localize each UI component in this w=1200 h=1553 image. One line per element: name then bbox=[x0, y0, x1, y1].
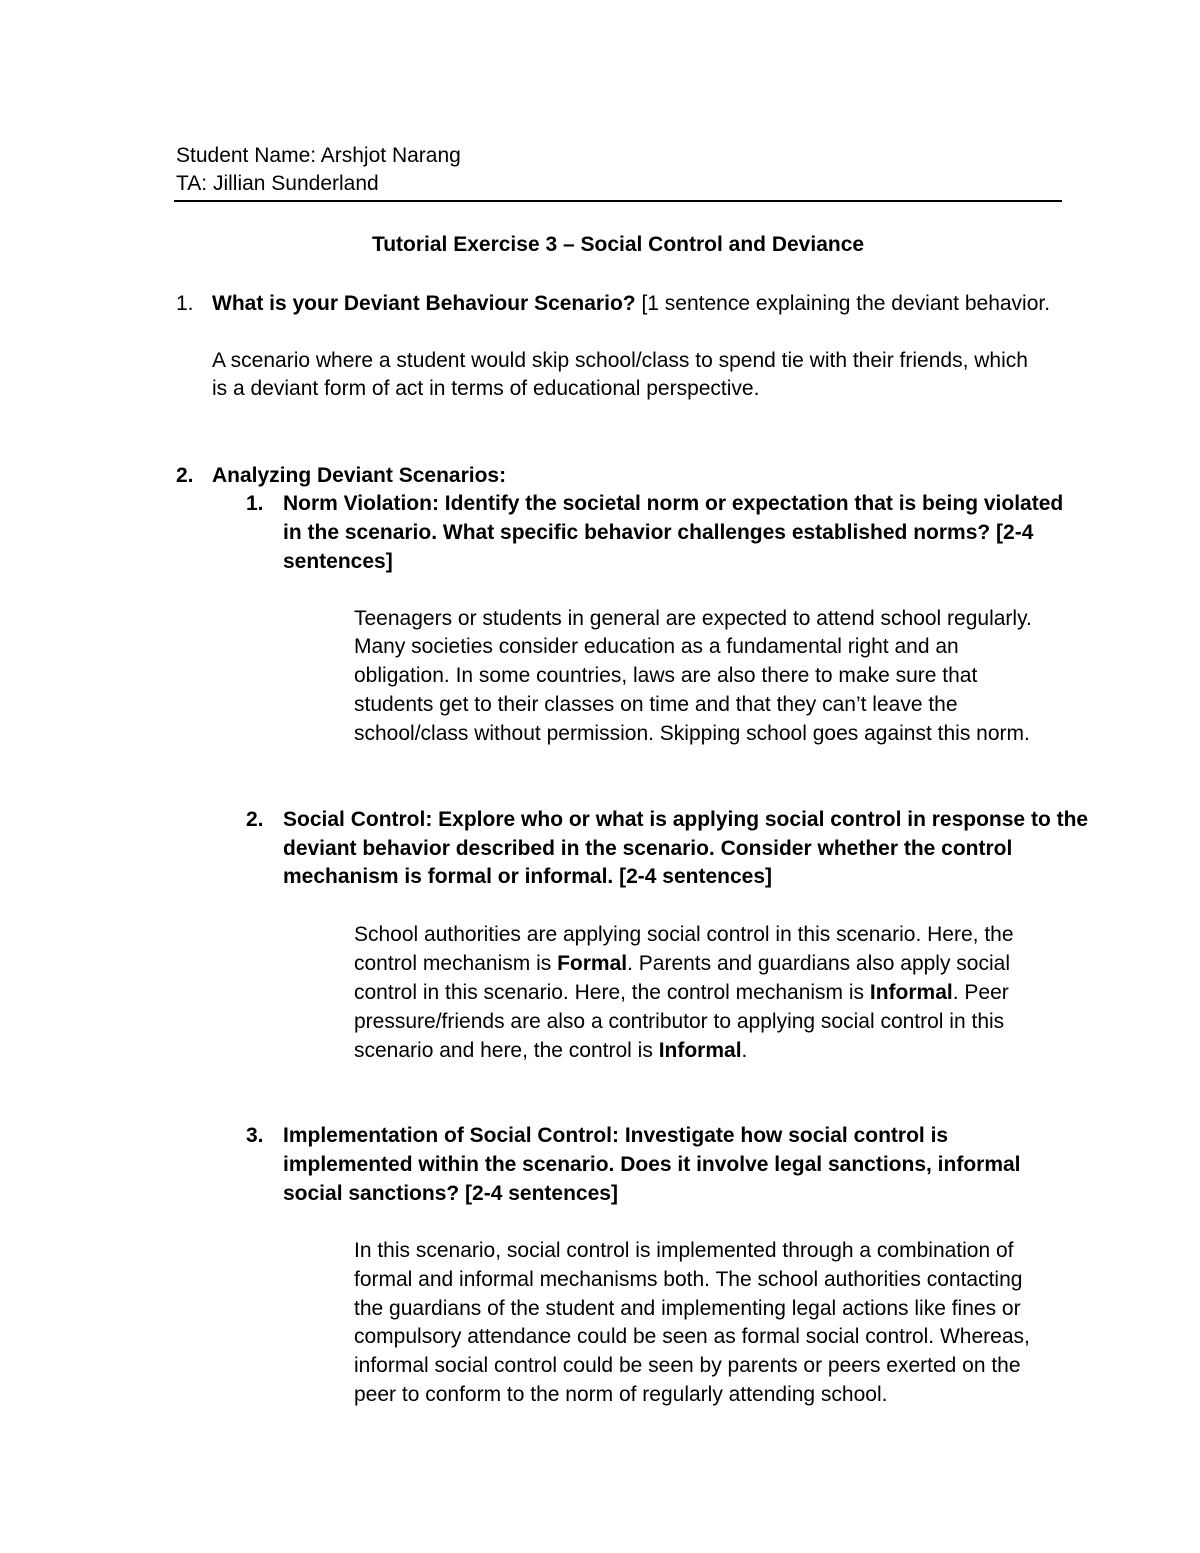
q2-number: 2. bbox=[176, 464, 194, 487]
q2-sub3-answer-line: compulsory attendance could be seen as formal social control. Whereas, bbox=[354, 1325, 1030, 1348]
q2-sub2-answer-line bbox=[354, 979, 1009, 1007]
q2-sub2-answer-line: School authorities are applying social control in this scenario. Here, the bbox=[354, 923, 1014, 946]
q2-sub2-number: 2. bbox=[246, 808, 264, 831]
student-name: Student Name: Arshjot Narang bbox=[176, 144, 461, 167]
q2-sub1-prompt-line: in the scenario. What specific behavior challenges established norms? [2-4 bbox=[283, 521, 1034, 544]
page-title: Tutorial Exercise 3 – Social Control and Deviance bbox=[371, 233, 865, 256]
q2-sub1-prompt-line: sentences] bbox=[283, 550, 393, 573]
q1-prompt-rest: [1 sentence explaining the deviant behavior. bbox=[635, 292, 1051, 315]
q2-sub3-answer-line: formal and informal mechanisms both. The school authorities contacting bbox=[354, 1268, 1023, 1291]
q2-sub3-answer-line: the guardians of the student and implementing legal actions like fines or bbox=[354, 1297, 1021, 1320]
q2-sub2-answer-line: pressure/friends are also a contributor to applying social control in this bbox=[354, 1010, 1005, 1033]
q2-sub2-answer-line bbox=[354, 950, 1010, 978]
q2-sub1-answer-line: obligation. In some countries, laws are also there to make sure that bbox=[354, 664, 978, 687]
q2-sub2-prompt-line: Social Control: Explore who or what is applying social control in response to the bbox=[283, 808, 1089, 831]
q1-answer-line: A scenario where a student would skip school/class to spend tie with their friends, which bbox=[212, 349, 1028, 372]
q2-sub1-answer-line: school/class without permission. Skipping school goes against this norm. bbox=[354, 722, 1030, 745]
q2-sub3-prompt-line: social sanctions? [2-4 sentences] bbox=[283, 1182, 618, 1205]
q2-sub3-prompt-line: implemented within the scenario. Does it involve legal sanctions, informal bbox=[283, 1153, 1021, 1176]
q2-heading: Analyzing Deviant Scenarios: bbox=[212, 464, 507, 487]
q2-sub3-answer-line: peer to conform to the norm of regularly attending school. bbox=[354, 1383, 888, 1406]
q2-sub3-number: 3. bbox=[246, 1124, 264, 1147]
q1-answer-line: is a deviant form of act in terms of educational perspective. bbox=[212, 377, 760, 400]
q2-sub1-answer-line: Teenagers or students in general are expected to attend school regularly. bbox=[354, 607, 1032, 630]
q1-prompt-bold: What is your Deviant Behaviour Scenario? bbox=[212, 292, 636, 315]
answer-text: control in this scenario. Here, the control mechanism is bbox=[354, 981, 870, 1004]
q2-sub3-prompt-line: Implementation of Social Control: Investigate how social control is bbox=[283, 1124, 949, 1147]
ta-name: TA: Jillian Sunderland bbox=[176, 172, 379, 195]
q2-sub1-number: 1. bbox=[246, 492, 264, 515]
header-divider bbox=[174, 200, 1062, 202]
q1-prompt bbox=[212, 290, 1050, 318]
q2-sub3-answer-line: informal social control could be seen by parents or peers exerted on the bbox=[354, 1354, 1021, 1377]
answer-emphasis: Formal bbox=[557, 952, 628, 975]
answer-emphasis: Informal bbox=[658, 1039, 742, 1062]
q2-sub2-prompt-line: mechanism is formal or informal. [2-4 sentences] bbox=[283, 865, 772, 888]
q2-sub1-answer-line: students get to their classes on time and that they can’t leave the bbox=[354, 693, 958, 716]
q2-sub2-prompt-line: deviant behavior described in the scenario. Consider whether the control bbox=[283, 837, 1013, 860]
q2-sub1-prompt-line: Norm Violation: Identify the societal norm or expectation that is being violated bbox=[283, 492, 1064, 515]
answer-text: . Peer bbox=[952, 981, 1009, 1004]
answer-emphasis: Informal bbox=[869, 981, 953, 1004]
q2-sub2-answer-line bbox=[354, 1037, 747, 1065]
answer-text: . bbox=[741, 1039, 748, 1062]
q1-number: 1. bbox=[176, 292, 194, 315]
q2-sub3-answer-line: In this scenario, social control is implemented through a combination of bbox=[354, 1239, 1014, 1262]
answer-text: scenario and here, the control is bbox=[354, 1039, 659, 1062]
answer-text: control mechanism is bbox=[354, 952, 558, 975]
answer-text: . Parents and guardians also apply social bbox=[627, 952, 1010, 975]
q2-sub1-answer-line: Many societies consider education as a fundamental right and an bbox=[354, 635, 959, 658]
